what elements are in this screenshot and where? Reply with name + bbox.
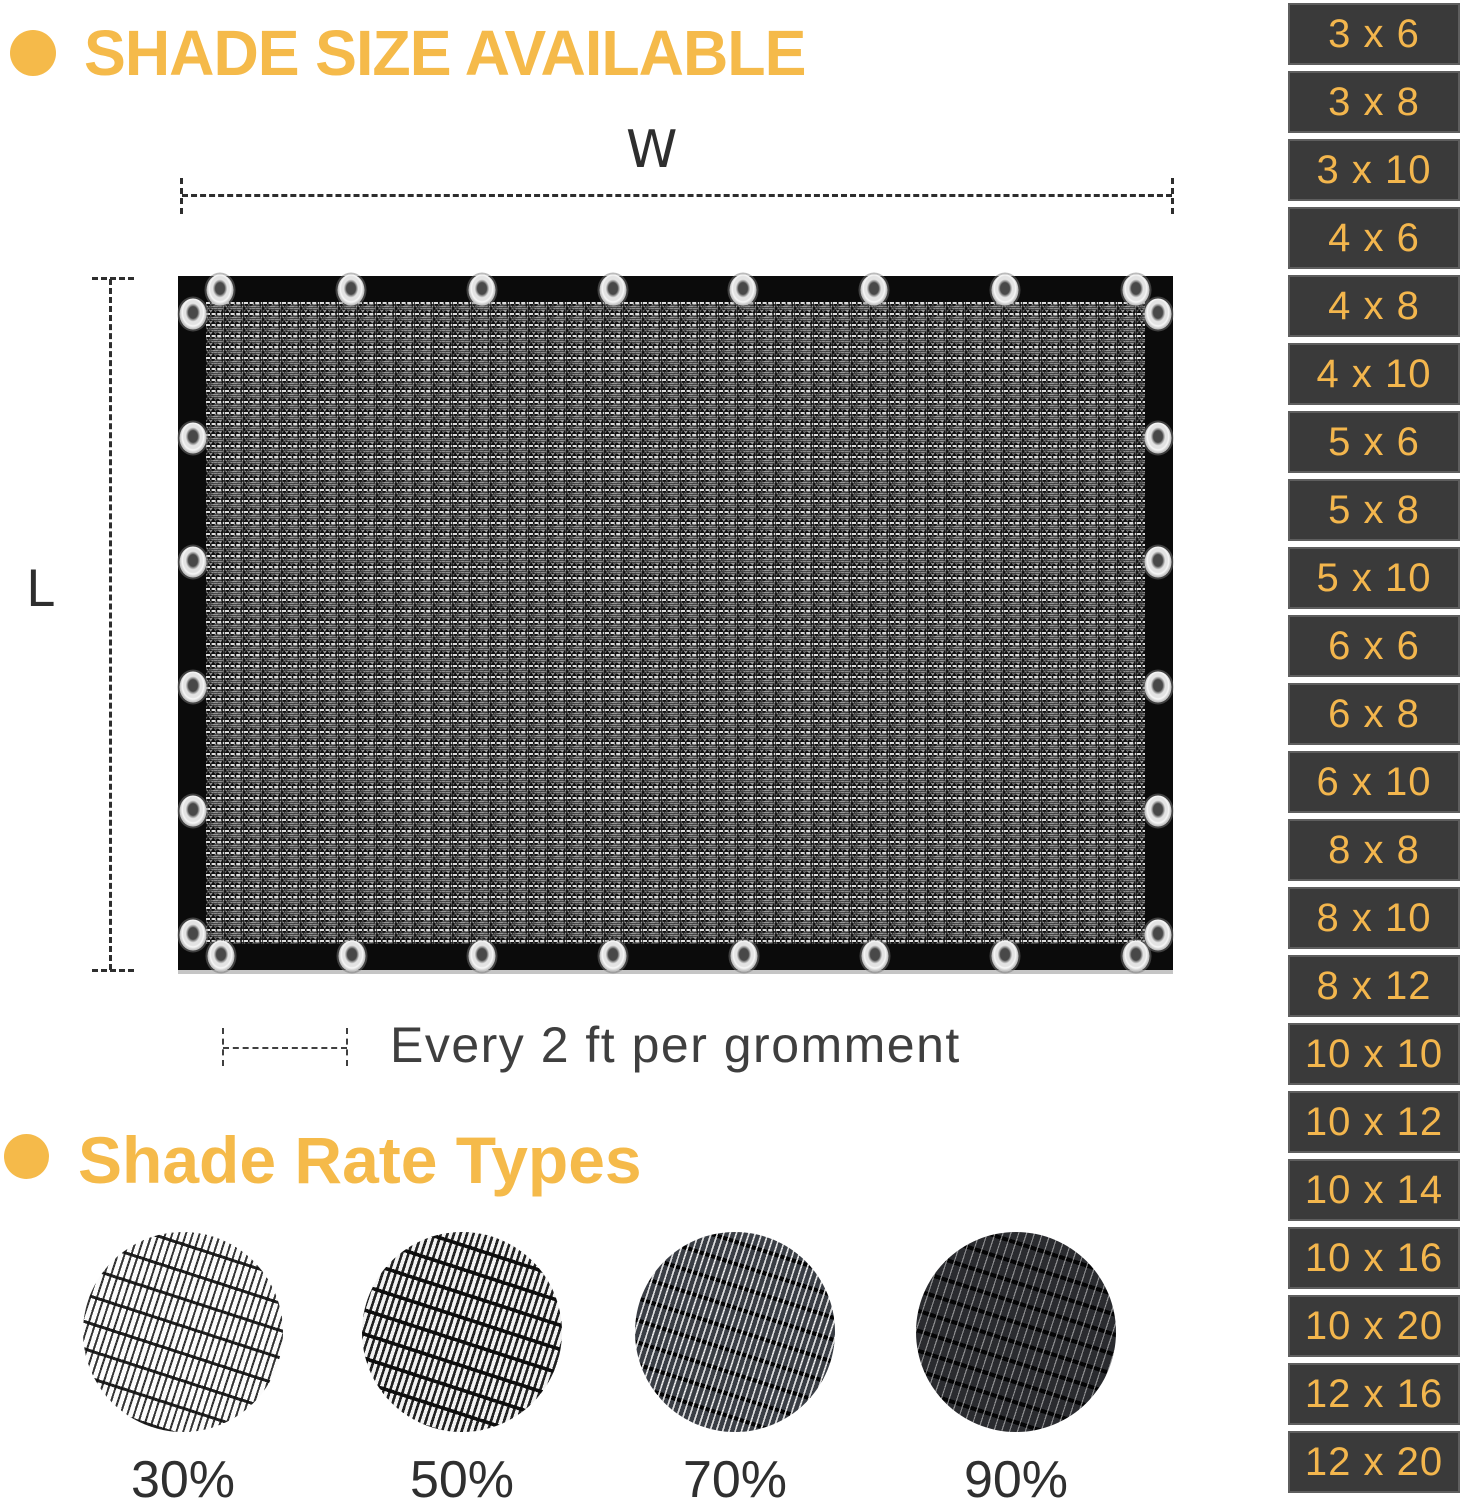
grommet-icon xyxy=(600,941,627,972)
grommet-icon xyxy=(338,941,365,972)
size-option: 12 x 20 xyxy=(1288,1431,1460,1493)
size-option: 3 x 8 xyxy=(1288,71,1460,133)
grommet-icon xyxy=(180,920,207,951)
grommet-icon xyxy=(861,275,888,306)
dimension-tick xyxy=(1171,178,1174,214)
shade-rate-label: 30% xyxy=(130,1451,236,1500)
shade-rate-label: 90% xyxy=(963,1451,1069,1500)
shade-rate-item xyxy=(916,1232,1116,1500)
grommet-icon xyxy=(180,795,207,826)
size-option: 10 x 16 xyxy=(1288,1227,1460,1289)
grommet-icon xyxy=(180,671,207,702)
grommet-icon xyxy=(1145,795,1172,826)
grommet-icon xyxy=(861,941,888,972)
grommet-icon xyxy=(1145,423,1172,454)
grommet-icon xyxy=(180,547,207,578)
size-option: 5 x 10 xyxy=(1288,547,1460,609)
size-section-title: SHADE SIZE AVAILABLE xyxy=(84,17,806,89)
length-dimension-line xyxy=(92,277,134,972)
mesh-swatch-90 xyxy=(916,1232,1116,1432)
grommet-icon xyxy=(208,941,235,972)
grommet-icon xyxy=(468,275,495,306)
size-option: 10 x 20 xyxy=(1288,1295,1460,1357)
size-option: 4 x 8 xyxy=(1288,275,1460,337)
dimension-dash-line xyxy=(182,194,1172,197)
grommet-icon xyxy=(1123,275,1150,306)
dimension-tick xyxy=(92,277,134,280)
grommet-icon xyxy=(180,299,207,330)
size-option: 4 x 10 xyxy=(1288,343,1460,405)
size-option: 10 x 14 xyxy=(1288,1159,1460,1221)
grommet-icon xyxy=(180,423,207,454)
size-option: 5 x 6 xyxy=(1288,411,1460,473)
grommet-icon xyxy=(1123,941,1150,972)
mesh-swatch-50 xyxy=(362,1232,562,1432)
shade-net-diagram xyxy=(178,276,1173,970)
width-label: W xyxy=(626,120,678,180)
size-option: 10 x 12 xyxy=(1288,1091,1460,1153)
size-option: 4 x 6 xyxy=(1288,207,1460,269)
size-option: 8 x 8 xyxy=(1288,819,1460,881)
size-option: 10 x 10 xyxy=(1288,1023,1460,1085)
size-option: 3 x 6 xyxy=(1288,3,1460,65)
width-dimension-line xyxy=(180,178,1174,214)
mesh-texture xyxy=(206,302,1145,944)
grommet-icon xyxy=(730,941,757,972)
grommet-icon xyxy=(1145,299,1172,330)
dimension-tick xyxy=(92,969,134,972)
mesh-swatch-30 xyxy=(83,1232,283,1432)
size-option: 8 x 10 xyxy=(1288,887,1460,949)
grommet-icon xyxy=(469,941,496,972)
rate-section-title: Shade Rate Types xyxy=(78,1123,642,1197)
grommet-icon xyxy=(1145,671,1172,702)
grommet-icon xyxy=(730,275,757,306)
grommet-icon xyxy=(207,275,234,306)
shade-rate-item xyxy=(83,1232,283,1500)
length-label: L xyxy=(26,560,54,618)
size-option: 3 x 10 xyxy=(1288,139,1460,201)
grommet-icon xyxy=(992,275,1019,306)
grommet-spacing-note: Every 2 ft per gromment xyxy=(390,1017,961,1073)
shade-rate-item xyxy=(362,1232,562,1500)
dimension-tick xyxy=(346,1028,348,1066)
dimension-dash-line xyxy=(109,279,112,970)
grommet-icon xyxy=(337,275,364,306)
grommet-spacing-bracket xyxy=(222,1028,348,1066)
size-list xyxy=(1288,3,1460,1499)
grommet-icon xyxy=(1145,920,1172,951)
section-bullet-icon xyxy=(4,1134,49,1179)
shade-rate-label: 70% xyxy=(682,1451,788,1500)
size-option: 6 x 8 xyxy=(1288,683,1460,745)
grommet-icon xyxy=(992,941,1019,972)
section-bullet-icon xyxy=(10,30,56,76)
size-option: 6 x 10 xyxy=(1288,751,1460,813)
size-option: 8 x 12 xyxy=(1288,955,1460,1017)
mesh-swatch-70 xyxy=(635,1232,835,1432)
size-option: 5 x 8 xyxy=(1288,479,1460,541)
dimension-dash-line xyxy=(223,1047,347,1049)
grommet-icon xyxy=(599,275,626,306)
size-option: 6 x 6 xyxy=(1288,615,1460,677)
shade-rate-label: 50% xyxy=(409,1451,515,1500)
grommet-icon xyxy=(1145,547,1172,578)
size-option: 12 x 16 xyxy=(1288,1363,1460,1425)
shade-rate-item xyxy=(635,1232,835,1500)
